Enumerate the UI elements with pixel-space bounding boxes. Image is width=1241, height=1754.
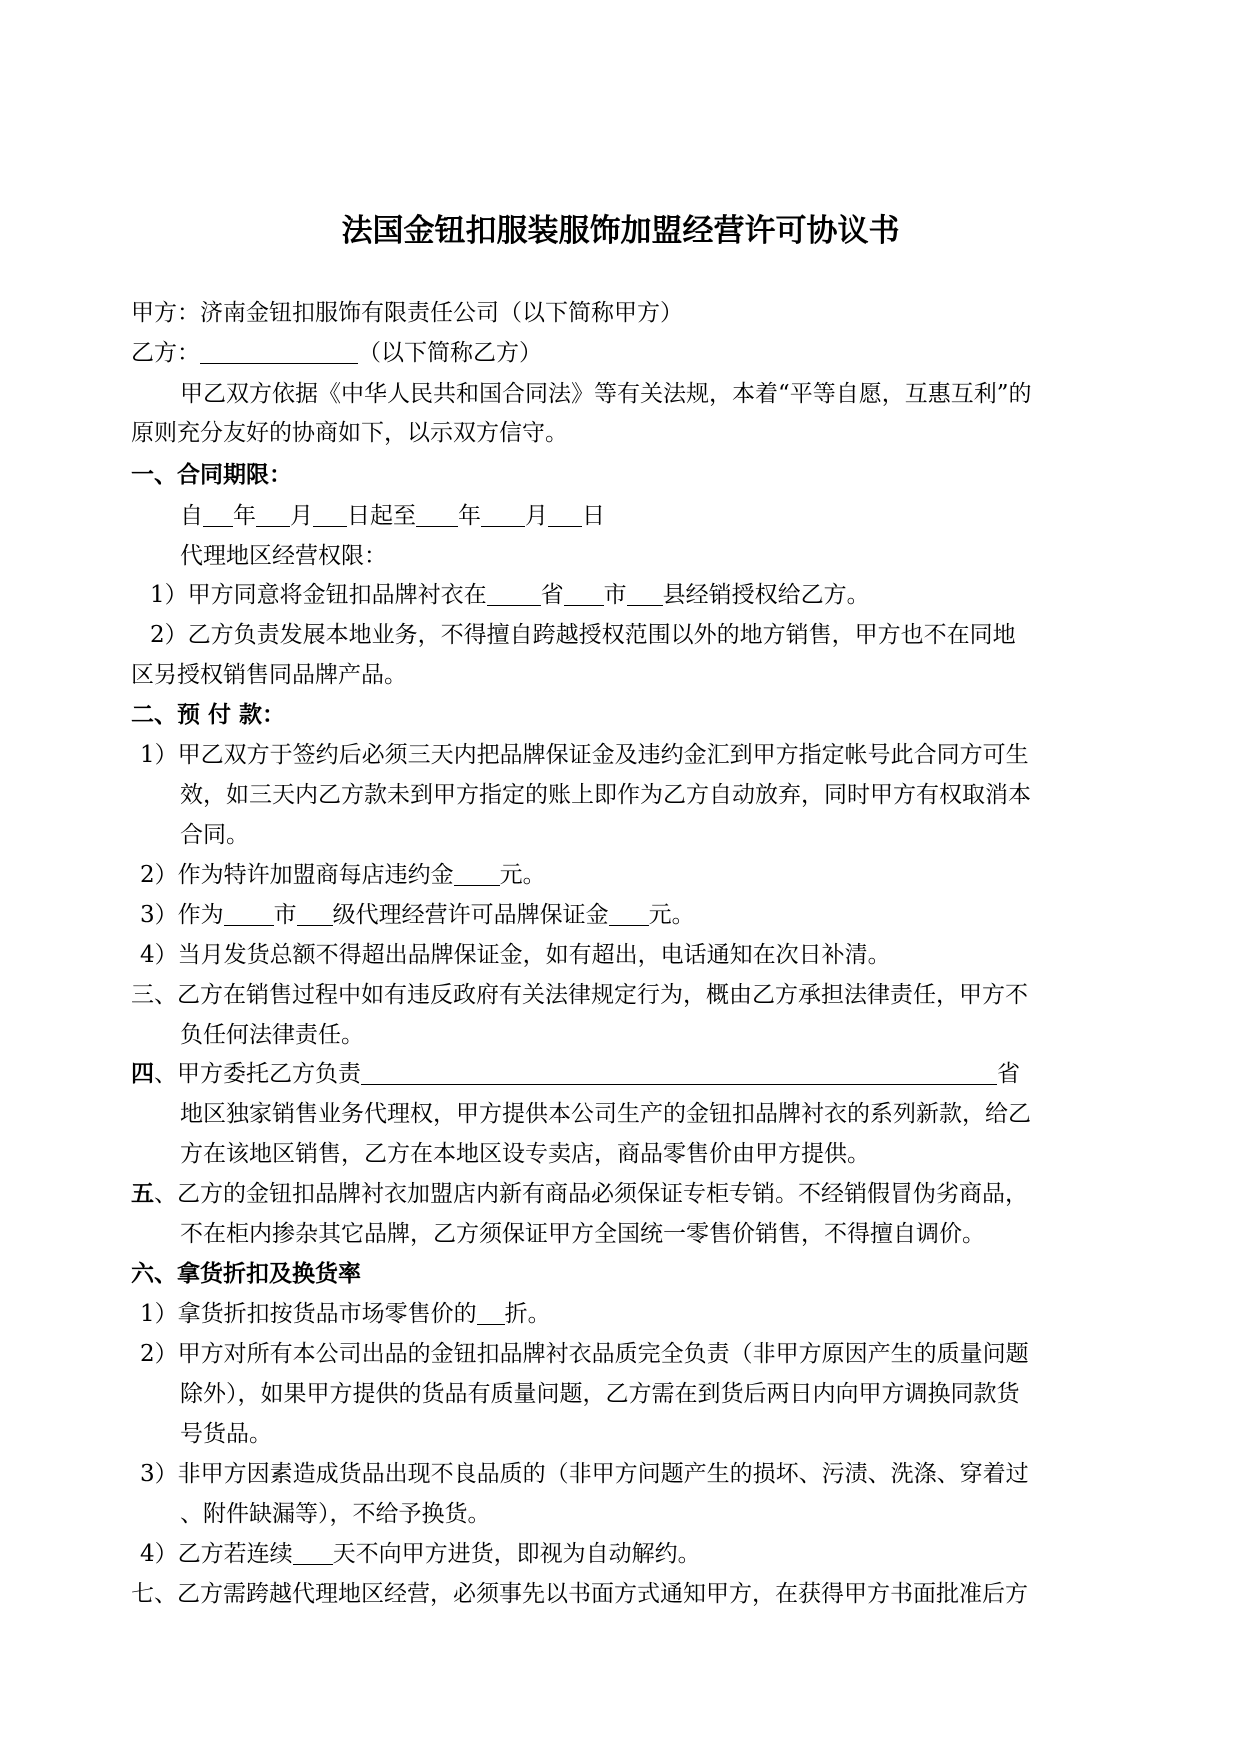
document-title: 法国金钮扣服装服饰加盟经营许可协议书 (341, 213, 900, 249)
section-7-line-1: 七、乙方需跨越代理地区经营，必须事先以书面方式通知甲方，在获得甲方书面批准后方 (131, 1581, 1028, 1607)
region-heading: 代理地区经营权限： (180, 543, 387, 569)
region-province-label: 省 (540, 582, 564, 608)
discount-item-3-line-2: 、附件缺漏等），不给予换货。 (180, 1501, 491, 1527)
deposit-unit: 元。 (648, 902, 695, 928)
term-blank-day-start (313, 504, 347, 527)
prepay-item-3 (140, 900, 695, 930)
prepay-item-4: 4）当月发货总额不得超出品牌保证金，如有超出，电话通知在次日补清。 (140, 942, 891, 968)
intro-line-2: 原则充分友好的协商如下，以示双方信守。 (131, 420, 568, 446)
section-4-number: 四 (131, 1061, 154, 1087)
term-from: 自 (180, 503, 203, 529)
discount-item-4-suffix: 天不向甲方进货，即视为自动解约。 (332, 1541, 701, 1567)
term-year-label: 年 (233, 503, 256, 529)
region-item-2-line-1: 2）乙方负责发展本地业务，不得擅自跨越授权范围以外的地方销售，甲方也不在同地 (150, 622, 1016, 648)
discount-item-2-line-2: 除外），如果甲方提供的货品有质量问题，乙方需在到货后两日内向甲方调换同款货 (180, 1381, 1020, 1407)
region-item-1 (150, 580, 870, 610)
term-blank-year-start (203, 504, 233, 527)
prepay-item-2 (140, 860, 546, 890)
discount-rate-blank (477, 1302, 505, 1325)
term-blank-day-end (548, 504, 582, 527)
prepay-item-1-line-1: 1）甲乙双方于签约后必须三天内把品牌保证金及违约金汇到甲方指定帐号此合同方可生 (140, 742, 1029, 768)
discount-item-1 (140, 1299, 551, 1329)
section-4-line-1 (131, 1059, 1020, 1089)
term-month2-label: 月 (525, 503, 548, 529)
term-month-label: 月 (290, 503, 313, 529)
party-a-line: 甲方：济南金钮扣服饰有限责任公司（以下简称甲方） (131, 300, 683, 326)
discount-item-1-unit: 折。 (504, 1301, 551, 1327)
region-item-2-line-2: 区另授权销售同品牌产品。 (131, 662, 407, 688)
section-4-province-label: 省 (997, 1061, 1020, 1087)
section-5-number: 五 (131, 1181, 154, 1207)
section-5-line-2: 不在柜内掺杂其它品牌，乙方须保证甲方全国统一零售价销售，不得擅自调价。 (180, 1221, 985, 1247)
discount-item-3-line-1: 3）非甲方因素造成货品出现不良品质的（非甲方问题产生的损坏、污渍、洗涤、穿着过 (140, 1461, 1029, 1487)
section-4-region-blank (361, 1062, 997, 1085)
term-blank-month-start (256, 504, 290, 527)
region-county-blank (627, 583, 663, 606)
prepay-item-1-line-3: 合同。 (180, 822, 249, 848)
discount-item-2-line-3: 号货品。 (180, 1421, 272, 1447)
section-3-line-1: 三、乙方在销售过程中如有违反政府有关法律规定行为，概由乙方承担法律责任，甲方不 (131, 982, 1028, 1008)
term-blank-month-end (481, 504, 525, 527)
section-4-text: 、甲方委托乙方负责 (154, 1061, 361, 1087)
deposit-city-blank (224, 903, 274, 926)
region-county-label: 县经销授权给乙方。 (662, 582, 870, 608)
discount-item-4 (140, 1539, 701, 1569)
section-1-heading: 一、合同期限： (131, 462, 292, 488)
section-6-heading: 六、拿货折扣及换货率 (131, 1261, 361, 1287)
section-2-heading: 二、预 付 款： (131, 702, 286, 728)
prepay-item-3-text: 3）作为 (140, 902, 224, 928)
section-3-line-2: 负任何法律责任。 (180, 1022, 364, 1048)
discount-item-4-text: 4）乙方若连续 (140, 1541, 293, 1567)
discount-item-1-text: 1）拿货折扣按货品市场零售价的 (140, 1301, 477, 1327)
deposit-level-text: 级代理经营许可品牌保证金 (332, 902, 609, 928)
party-b-blank (200, 341, 358, 364)
days-blank (293, 1542, 333, 1565)
intro-line-1: 甲乙双方依据《中华人民共和国合同法》等有关法规，本着“平等自愿，互惠互利”的 (180, 381, 1032, 407)
region-city-blank (564, 583, 604, 606)
prepay-item-2-text: 2）作为特许加盟商每店违约金 (140, 862, 454, 888)
section-5-text: 、乙方的金钮扣品牌衬衣加盟店内新有商品必须保证专柜专销。不经销假冒伪劣商品， (154, 1181, 1028, 1207)
term-day-to-label: 日起至 (347, 503, 416, 529)
region-item-1-text: 1）甲方同意将金钮扣品牌衬衣在 (150, 582, 487, 608)
section-4-line-3: 方在该地区销售，乙方在本地区设专卖店，商品零售价由甲方提供。 (180, 1141, 870, 1167)
deposit-amount-blank (609, 903, 649, 926)
section-5-line-1 (131, 1179, 1028, 1209)
term-day-label: 日 (582, 503, 605, 529)
prepay-item-1-line-2: 效，如三天内乙方款未到甲方指定的账上即作为乙方自动放弃，同时甲方有权取消本 (180, 782, 1031, 808)
discount-item-2-line-1: 2）甲方对所有本公司出品的金钮扣品牌衬衣品质完全负责（非甲方原因产生的质量问题 (140, 1341, 1029, 1367)
section-4-line-2: 地区独家销售业务代理权，甲方提供本公司生产的金钮扣品牌衬衣的系列新款，给乙 (180, 1101, 1031, 1127)
penalty-amount-blank (454, 863, 500, 886)
region-city-label: 市 (603, 582, 627, 608)
prepay-item-2-unit: 元。 (499, 862, 546, 888)
term-line (180, 501, 605, 531)
party-b-label: 乙方： (131, 340, 200, 366)
term-blank-year-end (416, 504, 458, 527)
term-year2-label: 年 (458, 503, 481, 529)
deposit-city-label: 市 (273, 902, 297, 928)
deposit-level-blank (297, 903, 333, 926)
party-b-line (131, 338, 542, 368)
party-b-suffix: （以下简称乙方） (358, 340, 542, 366)
region-province-blank (487, 583, 541, 606)
